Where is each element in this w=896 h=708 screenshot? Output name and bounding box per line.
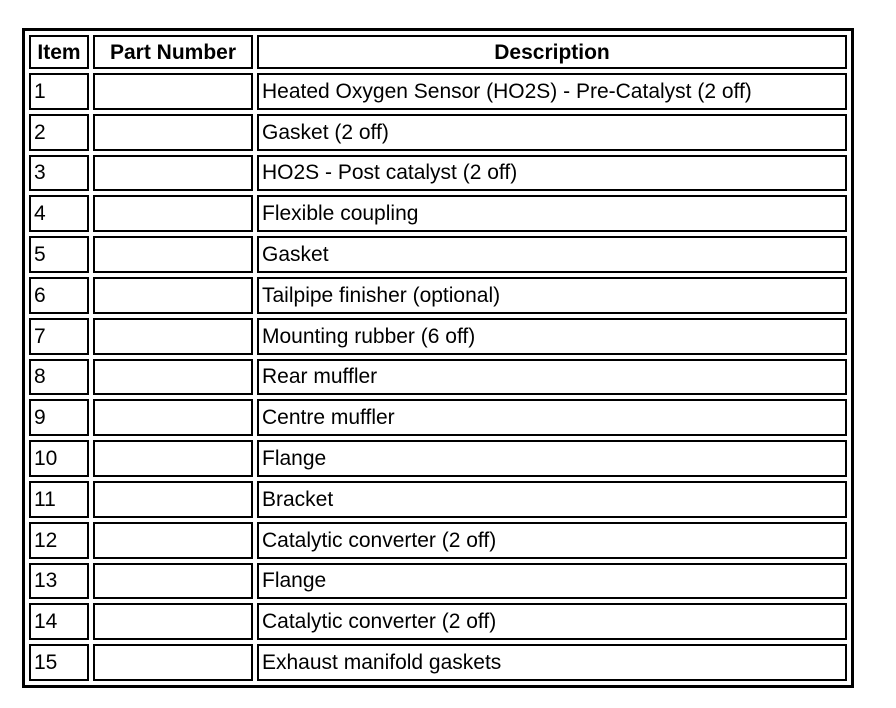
description-cell: Tailpipe finisher (optional) (257, 277, 847, 314)
part-number-cell (93, 603, 253, 640)
item-cell: 6 (29, 277, 89, 314)
table-row (29, 277, 847, 314)
part-number-cell (93, 236, 253, 273)
header-item: Item (29, 35, 89, 69)
item-cell: 4 (29, 195, 89, 232)
part-number-cell (93, 522, 253, 559)
description-cell: Bracket (257, 481, 847, 518)
description-cell: Heated Oxygen Sensor (HO2S) - Pre-Catalyst (2 off) (257, 73, 847, 110)
header-part-number: Part Number (93, 35, 253, 69)
table-row (29, 440, 847, 477)
description-cell: Gasket (257, 236, 847, 273)
item-cell: 5 (29, 236, 89, 273)
part-number-cell (93, 440, 253, 477)
item-cell: 3 (29, 155, 89, 192)
item-cell: 1 (29, 73, 89, 110)
description-cell: Centre muffler (257, 399, 847, 436)
table-row (29, 73, 847, 110)
item-cell: 8 (29, 359, 89, 396)
description-cell: Flange (257, 563, 847, 600)
item-cell: 15 (29, 644, 89, 681)
part-number-cell (93, 359, 253, 396)
item-cell: 2 (29, 114, 89, 151)
description-cell: Catalytic converter (2 off) (257, 522, 847, 559)
description-cell: Mounting rubber (6 off) (257, 318, 847, 355)
table-row (29, 155, 847, 192)
description-cell: Exhaust manifold gaskets (257, 644, 847, 681)
item-cell: 12 (29, 522, 89, 559)
table-row (29, 399, 847, 436)
table-header-row (29, 35, 847, 69)
description-cell: Gasket (2 off) (257, 114, 847, 151)
item-cell: 9 (29, 399, 89, 436)
table-row (29, 644, 847, 681)
item-cell: 13 (29, 563, 89, 600)
table-row (29, 195, 847, 232)
description-cell: Catalytic converter (2 off) (257, 603, 847, 640)
part-number-cell (93, 399, 253, 436)
table-row (29, 563, 847, 600)
item-cell: 10 (29, 440, 89, 477)
item-cell: 11 (29, 481, 89, 518)
description-cell: Flexible coupling (257, 195, 847, 232)
description-cell: Rear muffler (257, 359, 847, 396)
header-description: Description (257, 35, 847, 69)
table-row (29, 522, 847, 559)
table-row (29, 603, 847, 640)
table-row (29, 318, 847, 355)
table-row (29, 114, 847, 151)
parts-table (22, 28, 854, 688)
table-row (29, 481, 847, 518)
part-number-cell (93, 277, 253, 314)
description-cell: HO2S - Post catalyst (2 off) (257, 155, 847, 192)
part-number-cell (93, 114, 253, 151)
table-row (29, 359, 847, 396)
part-number-cell (93, 644, 253, 681)
part-number-cell (93, 563, 253, 600)
part-number-cell (93, 481, 253, 518)
item-cell: 14 (29, 603, 89, 640)
part-number-cell (93, 195, 253, 232)
table-row (29, 236, 847, 273)
part-number-cell (93, 318, 253, 355)
description-cell: Flange (257, 440, 847, 477)
item-cell: 7 (29, 318, 89, 355)
part-number-cell (93, 155, 253, 192)
part-number-cell (93, 73, 253, 110)
